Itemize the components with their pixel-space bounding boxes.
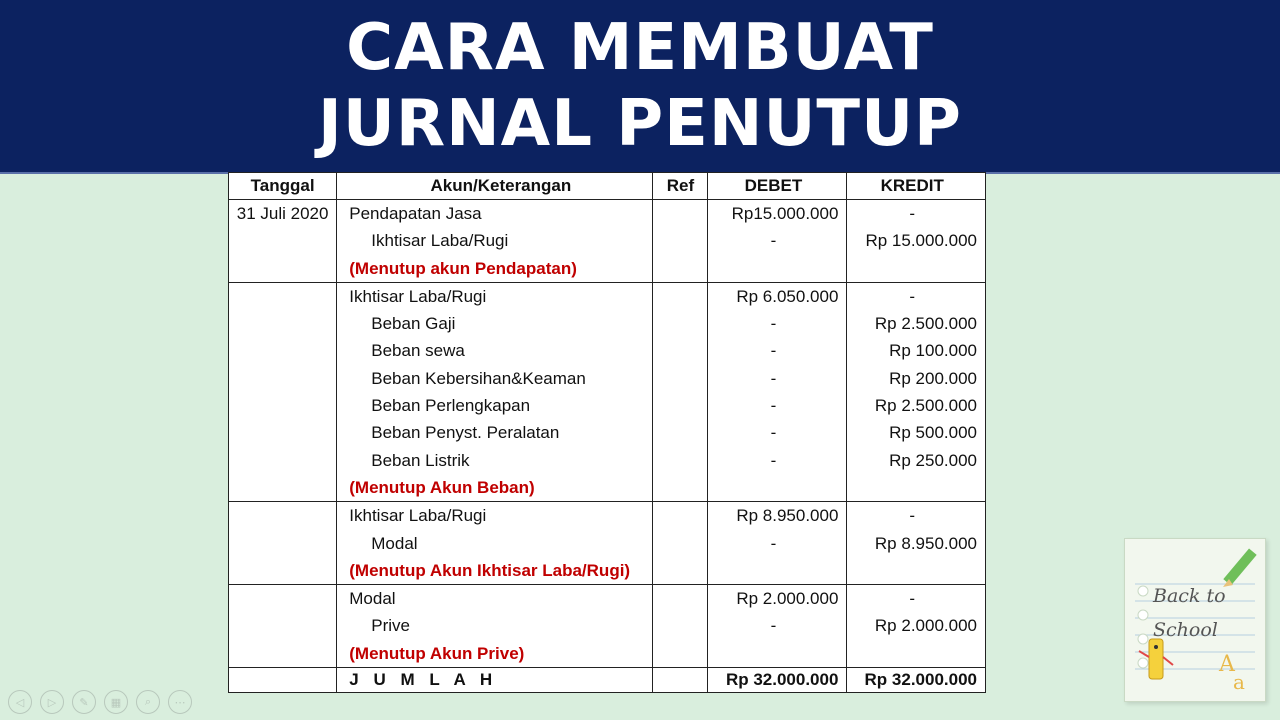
logo-text-school: School [1153, 619, 1218, 641]
entry-date [229, 502, 336, 529]
account-cell [337, 502, 653, 585]
entry-date: 31 Juli 2020 [236, 204, 329, 223]
kredit-amount: Rp 200.000 [889, 368, 977, 388]
kredit-cell [847, 585, 986, 668]
journal-group [229, 502, 986, 585]
closing-note: (Menutup akun Pendapatan) [349, 258, 577, 278]
date-cell [229, 585, 337, 668]
kredit-amount: Rp 500.000 [889, 423, 977, 443]
title-banner [0, 0, 1280, 174]
debet-amount: - [770, 450, 777, 470]
debet-amount: Rp15.000.000 [731, 204, 839, 223]
total-ref-cell [653, 668, 708, 693]
total-debet: Rp 32.000.000 [708, 668, 847, 693]
debet-cell [708, 282, 847, 501]
total-label: J U M L A H [337, 668, 653, 693]
debet-amount: Rp 6.050.000 [736, 286, 839, 306]
account-name: Pendapatan Jasa [349, 204, 482, 223]
date-cell [229, 282, 337, 501]
debet-amount: Rp 2.000.000 [736, 589, 839, 609]
account-name: Ikhtisar Laba/Rugi [349, 506, 487, 526]
ref-cell [653, 282, 708, 501]
account-name: Beban Gaji [371, 314, 456, 334]
prev-icon[interactable]: ◁ [8, 690, 32, 714]
pen-icon[interactable]: ✎ [72, 690, 96, 714]
closing-note: (Menutup Akun Ikhtisar Laba/Rugi) [349, 560, 631, 580]
header-tanggal: Tanggal [229, 173, 337, 200]
account-name: Modal [371, 533, 418, 553]
journal-group [229, 585, 986, 668]
closing-note: (Menutup Akun Prive) [349, 643, 525, 663]
ref-cell [653, 502, 708, 585]
journal-group [229, 282, 986, 501]
account-cell [337, 200, 653, 283]
account-name: Beban Kebersihan&Keaman [371, 368, 586, 388]
table-header-row [229, 173, 986, 200]
debet-amount: - [770, 396, 777, 416]
header-ref: Ref [653, 173, 708, 200]
zoom-icon[interactable]: ⌕ [136, 690, 160, 714]
entry-date [229, 283, 336, 310]
kredit-amount: Rp 8.950.000 [874, 533, 977, 553]
debet-amount: - [770, 533, 777, 553]
kredit-amount: Rp 2.000.000 [874, 616, 977, 636]
total-row [229, 668, 986, 693]
svg-text:a: a [1233, 670, 1245, 694]
debet-amount: - [770, 616, 777, 636]
title-line-2: JURNAL PENUTUP [318, 87, 962, 161]
account-name: Beban Listrik [371, 450, 470, 470]
kredit-amount: Rp 2.500.000 [874, 314, 977, 334]
ref-cell [653, 200, 708, 283]
ref-cell [653, 585, 708, 668]
debet-amount: - [770, 423, 777, 443]
closing-journal-table [228, 172, 986, 693]
journal-sheet [228, 172, 986, 692]
debet-amount: - [770, 368, 777, 388]
date-cell [229, 200, 337, 283]
account-name: Ikhtisar Laba/Rugi [371, 231, 509, 251]
entry-date [229, 585, 336, 612]
slideshow-controls [8, 690, 192, 714]
debet-cell [708, 585, 847, 668]
debet-amount: Rp 8.950.000 [736, 506, 839, 526]
logo-text-back: Back to [1153, 585, 1226, 607]
kredit-amount: - [909, 286, 916, 306]
more-icon[interactable]: ⋯ [168, 690, 192, 714]
account-cell [337, 585, 653, 668]
kredit-amount: Rp 2.500.000 [874, 396, 977, 416]
kredit-amount: - [909, 589, 916, 609]
kredit-cell [847, 282, 986, 501]
kredit-amount: - [909, 506, 916, 526]
header-akun: Akun/Keterangan [337, 173, 653, 200]
debet-amount: - [770, 341, 777, 361]
account-name: Beban sewa [371, 341, 465, 361]
account-name: Beban Penyst. Peralatan [371, 423, 560, 443]
account-cell [337, 282, 653, 501]
next-icon[interactable]: ▷ [40, 690, 64, 714]
total-date-cell [229, 668, 337, 693]
back-to-school-logo [1124, 538, 1266, 702]
slides-icon[interactable]: ▦ [104, 690, 128, 714]
account-name: Prive [371, 616, 410, 636]
debet-cell [708, 502, 847, 585]
account-name: Modal [349, 589, 396, 609]
debet-amount: - [770, 314, 777, 334]
header-kredit: KREDIT [847, 173, 986, 200]
kredit-cell [847, 200, 986, 283]
kredit-cell [847, 502, 986, 585]
kredit-amount: Rp 250.000 [889, 450, 977, 470]
journal-group [229, 200, 986, 283]
account-name: Beban Perlengkapan [371, 396, 531, 416]
date-cell [229, 502, 337, 585]
debet-amount: - [770, 231, 777, 251]
debet-cell [708, 200, 847, 283]
title-line-1: CARA MEMBUAT [346, 11, 934, 85]
header-debet: DEBET [708, 173, 847, 200]
kredit-amount: Rp 15.000.000 [865, 231, 977, 251]
total-kredit: Rp 32.000.000 [847, 668, 986, 693]
svg-text:A: A [1219, 652, 1235, 677]
account-name: Ikhtisar Laba/Rugi [349, 286, 487, 306]
kredit-amount: - [909, 204, 916, 223]
kredit-amount: Rp 100.000 [889, 341, 977, 361]
closing-note: (Menutup Akun Beban) [349, 477, 535, 497]
